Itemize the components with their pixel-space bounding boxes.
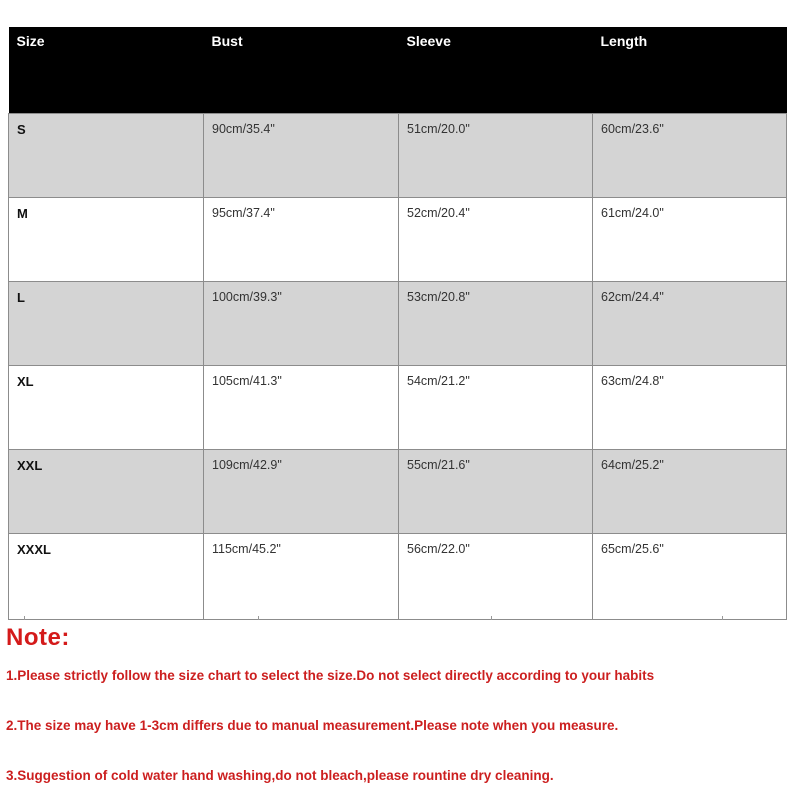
table-row <box>9 113 787 197</box>
sleeve-cell: 53cm/20.8" <box>399 281 593 365</box>
tick-mark <box>722 616 723 620</box>
bust-cell: 115cm/45.2" <box>204 533 399 619</box>
length-cell: 62cm/24.4" <box>593 281 787 365</box>
header-sleeve: Sleeve <box>406 33 451 49</box>
size-chart-header <box>9 27 787 113</box>
length-cell: 61cm/24.0" <box>593 197 787 281</box>
tick-mark <box>24 616 25 620</box>
size-chart-table <box>8 27 787 620</box>
header-length: Length <box>600 33 648 49</box>
size-cell: S <box>9 113 204 197</box>
note-item-2: 2.The size may have 1-3cm differs due to manual measurement.Please note when you measure. <box>6 718 619 733</box>
length-cell: 65cm/25.6" <box>593 533 787 619</box>
sleeve-cell: 55cm/21.6" <box>399 449 593 533</box>
sleeve-cell: 51cm/20.0" <box>399 113 593 197</box>
table-row <box>9 281 787 365</box>
length-cell: 60cm/23.6" <box>593 113 787 197</box>
sleeve-cell: 56cm/22.0" <box>399 533 593 619</box>
note-title: Note: <box>6 624 70 651</box>
tick-mark <box>491 616 492 620</box>
size-cell: XXL <box>9 449 204 533</box>
note-item-1: 1.Please strictly follow the size chart to select the size.Do not select directly according to your habits <box>6 668 655 683</box>
bust-cell: 90cm/35.4" <box>204 113 399 197</box>
length-cell: 64cm/25.2" <box>593 449 787 533</box>
tick-mark <box>258 616 259 620</box>
bust-cell: 105cm/41.3" <box>204 365 399 449</box>
table-row <box>9 365 787 449</box>
size-cell: M <box>9 197 204 281</box>
bust-cell: 109cm/42.9" <box>204 449 399 533</box>
bust-cell: 95cm/37.4" <box>204 197 399 281</box>
size-cell: XL <box>9 365 204 449</box>
header-size: Size <box>16 33 45 49</box>
sleeve-cell: 54cm/21.2" <box>399 365 593 449</box>
header-bust: Bust <box>211 33 243 49</box>
length-cell: 63cm/24.8" <box>593 365 787 449</box>
header-row <box>9 27 787 113</box>
table-row <box>9 449 787 533</box>
sleeve-cell: 52cm/20.4" <box>399 197 593 281</box>
size-cell: L <box>9 281 204 365</box>
table-bottom-ticks <box>8 614 786 622</box>
size-chart-body <box>9 113 787 619</box>
note-item-3: 3.Suggestion of cold water hand washing,do not bleach,please rountine dry cleaning. <box>6 768 554 783</box>
size-cell: XXXL <box>9 533 204 619</box>
table-row <box>9 533 787 619</box>
table-row <box>9 197 787 281</box>
bust-cell: 100cm/39.3" <box>204 281 399 365</box>
